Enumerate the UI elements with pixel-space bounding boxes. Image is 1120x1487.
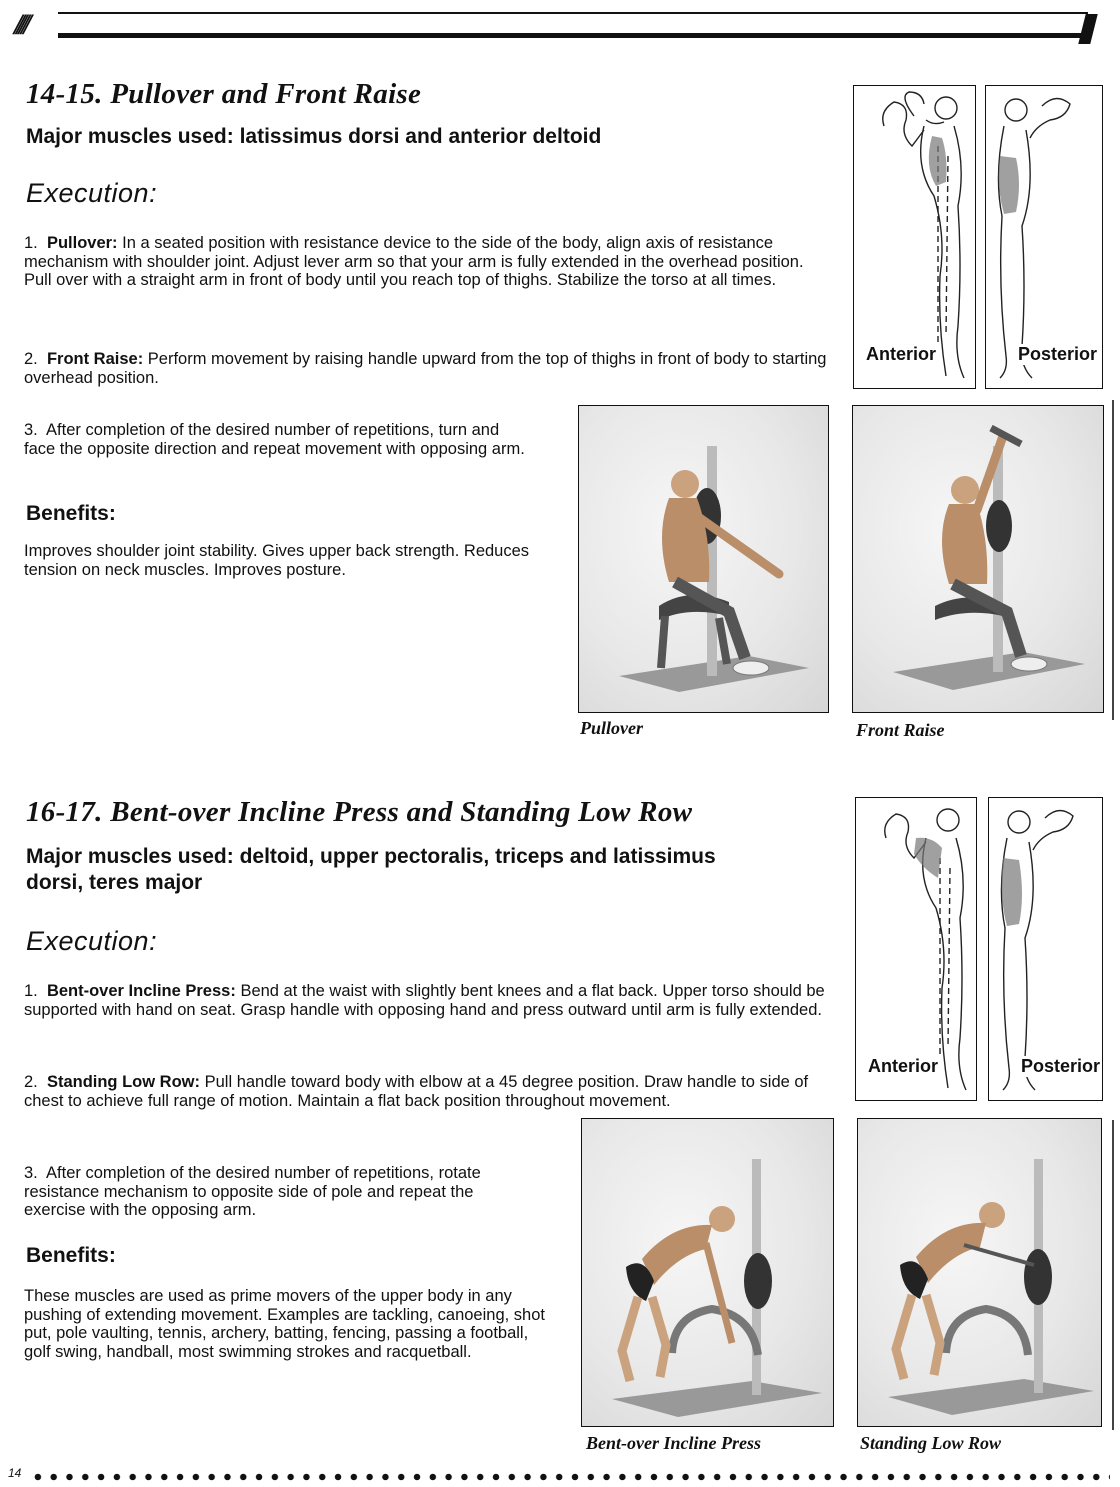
section-2-step-2: 2. Standing Low Row: Pull handle toward body with elbow at a 45 degree position. Draw handle to side of chest to achieve full range of motion. Maintain a flat back position throughout movement. bbox=[24, 1073, 809, 1110]
section-2-benefits: These muscles are used as prime movers of the upper body in any pushing of extending movement. Examples are tackling, canoeing, shot put, pole vaulting, tennis, archery, batting, fencing, passing a football, golf swing, handball, most swimming strokes and racquetball. bbox=[24, 1287, 545, 1361]
section-2-muscles-line-2: dorsi, teres major bbox=[26, 871, 203, 894]
standing-low-row-caption: Standing Low Row bbox=[860, 1433, 1002, 1453]
section-2-title: 16-17. Bent-over Incline Press and Standing Low Row bbox=[26, 796, 693, 828]
header-banner bbox=[58, 12, 1088, 38]
posterior-label: Posterior bbox=[1021, 1056, 1101, 1076]
step-text: Perform movement by raising handle upward from the top of thighs in front of body to starting overhead position. bbox=[24, 350, 827, 387]
front-raise-photo bbox=[852, 405, 1104, 713]
section-1-step-2: 2. Front Raise: Perform movement by raising handle upward from the top of thighs in front of body to starting overhead position. bbox=[24, 350, 827, 387]
pullover-caption: Pullover bbox=[580, 718, 643, 738]
posterior-label: Posterior bbox=[1018, 344, 1098, 364]
anatomy-anterior-figure bbox=[853, 85, 976, 389]
step-text: Pull handle toward body with elbow at a 45 degree position. Draw handle to side of chest to achieve full range of motion. Maintain a flat back position throughout movement. bbox=[24, 1073, 809, 1110]
standing-low-row-photo bbox=[857, 1118, 1102, 1427]
right-edge-line bbox=[1112, 400, 1114, 720]
section-1-muscles: Major muscles used: latissimus dorsi and anterior deltoid bbox=[26, 125, 602, 148]
footer-dot-rule bbox=[30, 1472, 1110, 1482]
front-raise-caption: Front Raise bbox=[856, 720, 945, 740]
section-1-execution-heading: Execution: bbox=[26, 178, 158, 208]
standing-low-row-illustration bbox=[858, 1119, 1102, 1427]
section-1-benefits: Improves shoulder joint stability. Gives upper back strength. Reduces tension on neck muscles. Improves posture. bbox=[24, 542, 530, 579]
section-2-benefits-heading: Benefits: bbox=[26, 1244, 116, 1267]
step-text: In a seated position with resistance device to the side of the body, align axis of resistance mechanism with shoulder joint. Adjust lever arm so that your arm is fully extended in the overhead position. Pull over with a straight arm in front of body until you reach top of thighs. Stabilize the torso at all times. bbox=[24, 234, 804, 289]
section-2-step-1: 1. Bent-over Incline Press: Bend at the waist with slightly bent knees and a flat back. Upper torso should be supported with hand on seat. Grasp handle with opposing hand and press outward until arm is fully extended. bbox=[24, 982, 825, 1019]
anterior-label: Anterior bbox=[868, 1056, 939, 1076]
section-1-step-1: 1. Pullover: In a seated position with resistance device to the side of the body, align axis of resistance mechanism with shoulder joint. Adjust lever arm so that your arm is fully extended in the overhead position. Pull over with a straight arm in front of body until you reach top of thighs. Stabilize the torso at all times. bbox=[24, 234, 804, 289]
section-2-muscles-line-1: Major muscles used: deltoid, upper pectoralis, triceps and latissimus bbox=[26, 845, 716, 868]
front-raise-illustration bbox=[853, 406, 1104, 713]
step-label: Bent-over Incline Press: bbox=[46, 982, 236, 1000]
banner-slashes: ///// bbox=[14, 8, 26, 41]
pullover-photo bbox=[578, 405, 829, 713]
step-label: Front Raise: bbox=[46, 350, 144, 368]
step-text: Bend at the waist with slightly bent knees and a flat back. Upper torso should be supported with hand on seat. Grasp handle with opposing hand and press outward until arm is fully extended. bbox=[24, 982, 825, 1019]
step-text: After completion of the desired number of repetitions, rotate resistance mechanism to opposite side of pole and repeat the exercise with the opposing arm. bbox=[24, 1164, 481, 1219]
bent-over-incline-press-caption: Bent-over Incline Press bbox=[586, 1433, 761, 1453]
step-label: Standing Low Row: bbox=[46, 1073, 200, 1091]
pullover-illustration bbox=[579, 406, 829, 713]
section-2-execution-heading: Execution: bbox=[26, 926, 158, 956]
section-2-step-3: 3. After completion of the desired number of repetitions, rotate resistance mechanism to opposite side of pole and repeat the exercise with the opposing arm. bbox=[24, 1164, 481, 1219]
step-label: Pullover: bbox=[46, 234, 118, 252]
anatomy-posterior-figure bbox=[985, 85, 1103, 389]
section-1-benefits-heading: Benefits: bbox=[26, 502, 116, 525]
bent-over-incline-press-photo bbox=[581, 1118, 834, 1427]
section-1-step-3: 3. After completion of the desired number of repetitions, turn and face the opposite direction and repeat movement with opposing arm. bbox=[24, 421, 525, 458]
page-number: 14 bbox=[8, 1466, 22, 1480]
step-text: After completion of the desired number of repetitions, turn and face the opposite direction and repeat movement with opposing arm. bbox=[24, 421, 525, 458]
anatomy-anterior-figure-2 bbox=[855, 797, 977, 1101]
anatomy-posterior-figure-2 bbox=[988, 797, 1103, 1101]
anterior-label: Anterior bbox=[866, 344, 937, 364]
bent-over-incline-press-illustration bbox=[582, 1119, 834, 1427]
section-1-title: 14-15. Pullover and Front Raise bbox=[26, 78, 422, 110]
right-edge-line bbox=[1112, 1120, 1114, 1430]
